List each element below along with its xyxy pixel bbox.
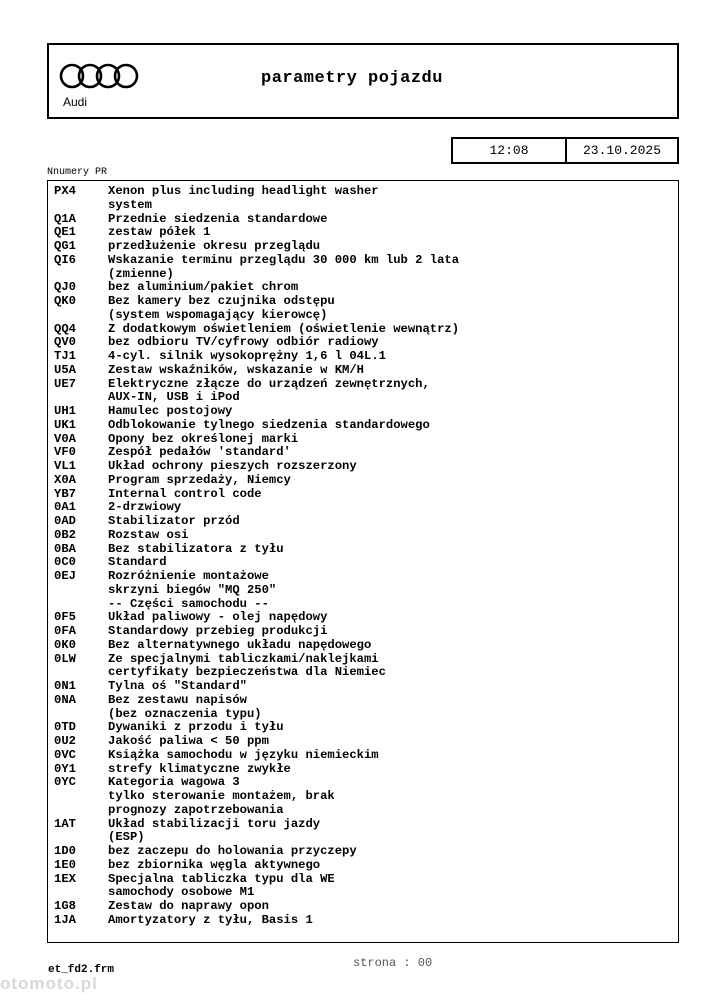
list-item bbox=[54, 185, 672, 213]
pr-description bbox=[108, 488, 262, 502]
list-item bbox=[54, 653, 672, 681]
description-line: Elektryczne złącze do urządzeń zewnętrznych, bbox=[108, 376, 430, 391]
pr-code: UE7 bbox=[54, 376, 76, 391]
pr-description bbox=[108, 419, 430, 433]
list-item bbox=[54, 350, 672, 364]
description-line: Program sprzedaży, Niemcy bbox=[108, 472, 291, 487]
list-item bbox=[54, 680, 672, 694]
description-line: Jakość paliwa < 50 ppm bbox=[108, 734, 269, 748]
list-item bbox=[54, 818, 672, 846]
description-line: Układ paliwowy - olej napędowy bbox=[108, 610, 328, 625]
description-line: bez zbiornika węgla aktywnego bbox=[108, 857, 321, 872]
brand-name: Audi bbox=[63, 95, 88, 109]
list-item bbox=[54, 460, 672, 474]
list-item bbox=[54, 240, 672, 254]
pr-code: 0Y1 bbox=[54, 761, 76, 776]
list-item bbox=[54, 625, 672, 639]
pr-description bbox=[108, 818, 320, 846]
list-item bbox=[54, 419, 672, 433]
pr-description bbox=[108, 226, 210, 240]
pr-code: U5A bbox=[54, 362, 76, 377]
list-item bbox=[54, 295, 672, 323]
pr-code: 0F5 bbox=[54, 610, 76, 625]
print-time: 12:08 bbox=[453, 139, 567, 162]
description-line: Przednie siedzenia standardowe bbox=[108, 211, 328, 226]
description-line: Zespół pedałów 'standard' bbox=[108, 445, 291, 460]
description-line: skrzyni biegów "MQ 250" bbox=[108, 582, 277, 597]
pr-description bbox=[108, 694, 262, 722]
description-line: Odblokowanie tylnego siedzenia standardowego bbox=[108, 417, 430, 432]
pr-description bbox=[108, 639, 371, 653]
description-line: system bbox=[108, 197, 152, 212]
pr-description bbox=[108, 845, 357, 859]
description-line: Rozróżnienie montażowe bbox=[108, 569, 269, 583]
pr-description bbox=[108, 501, 181, 515]
description-line: certyfikaty bezpieczeństwa dla Niemiec bbox=[108, 665, 386, 680]
pr-code: 0VC bbox=[54, 747, 76, 762]
pr-description bbox=[108, 240, 320, 254]
pr-code: 1E0 bbox=[54, 857, 76, 872]
list-item bbox=[54, 364, 672, 378]
pr-code: YB7 bbox=[54, 486, 76, 501]
description-line: Wskazanie terminu przeglądu 30 000 km lub 2 lata bbox=[108, 252, 460, 267]
description-line: Zestaw wskaźników, wskazanie w KM/H bbox=[108, 362, 364, 377]
list-item bbox=[54, 336, 672, 350]
description-line: Standardowy przebieg produkcji bbox=[108, 624, 328, 638]
list-item bbox=[54, 763, 672, 777]
pr-code: 1D0 bbox=[54, 844, 76, 858]
pr-code: PX4 bbox=[54, 184, 76, 198]
description-line: Dywaniki z przodu i tyłu bbox=[108, 720, 284, 735]
pr-code: QV0 bbox=[54, 335, 76, 350]
pr-description bbox=[108, 295, 335, 323]
list-item bbox=[54, 873, 672, 901]
pr-code: VF0 bbox=[54, 445, 76, 460]
pr-code: Q1A bbox=[54, 211, 76, 226]
pr-description bbox=[108, 529, 188, 543]
pr-description bbox=[108, 254, 459, 282]
pr-numbers-list bbox=[47, 180, 679, 943]
pr-description bbox=[108, 611, 327, 625]
pr-code: 1AT bbox=[54, 816, 76, 831]
list-item bbox=[54, 735, 672, 749]
pr-code: QK0 bbox=[54, 294, 76, 308]
description-line: samochody osobowe M1 bbox=[108, 885, 255, 900]
list-item bbox=[54, 694, 672, 722]
list-item bbox=[54, 405, 672, 419]
watermark: otomoto.pl bbox=[0, 974, 98, 993]
list-item bbox=[54, 556, 672, 570]
list-item bbox=[54, 488, 672, 502]
pr-code: 0C0 bbox=[54, 555, 76, 570]
list-item bbox=[54, 859, 672, 873]
list-item bbox=[54, 515, 672, 529]
description-line: Układ stabilizacji toru jazdy bbox=[108, 816, 321, 831]
description-line: przedłużenie okresu przeglądu bbox=[108, 239, 321, 253]
pr-description bbox=[108, 914, 313, 928]
description-line: bez aluminium/pakiet chrom bbox=[108, 280, 299, 295]
pr-description bbox=[108, 185, 379, 213]
pr-code: TJ1 bbox=[54, 349, 76, 363]
description-line: (system wspomagający kierowcę) bbox=[108, 307, 328, 322]
list-item bbox=[54, 639, 672, 653]
list-item bbox=[54, 281, 672, 295]
description-line: Amortyzatory z tyłu, Basis 1 bbox=[108, 912, 313, 927]
pr-description bbox=[108, 350, 386, 364]
pr-description bbox=[108, 323, 459, 337]
pr-description bbox=[108, 378, 430, 406]
list-item bbox=[54, 570, 672, 611]
pr-code: UK1 bbox=[54, 417, 76, 432]
pr-code: X0A bbox=[54, 472, 76, 487]
description-line: (ESP) bbox=[108, 830, 145, 845]
pr-code: QJ0 bbox=[54, 280, 76, 295]
description-line: (zmienne) bbox=[108, 266, 174, 281]
description-line: Bez alternatywnego układu napędowego bbox=[108, 637, 372, 652]
pr-code: 0N1 bbox=[54, 679, 76, 693]
list-item bbox=[54, 749, 672, 763]
pr-code: QI6 bbox=[54, 252, 76, 267]
pr-code: 0YC bbox=[54, 775, 76, 790]
description-line: Zestaw do naprawy opon bbox=[108, 899, 269, 913]
pr-code: 0U2 bbox=[54, 734, 76, 748]
list-item bbox=[54, 611, 672, 625]
pr-description bbox=[108, 776, 335, 817]
pr-description bbox=[108, 446, 291, 460]
pr-description bbox=[108, 364, 364, 378]
list-item bbox=[54, 446, 672, 460]
pr-rows bbox=[54, 185, 672, 928]
description-line: (bez oznaczenia typu) bbox=[108, 706, 262, 721]
list-item bbox=[54, 254, 672, 282]
pr-description bbox=[108, 543, 284, 557]
pr-code: QE1 bbox=[54, 225, 76, 240]
pr-description bbox=[108, 281, 298, 295]
pr-description bbox=[108, 213, 327, 227]
pr-description bbox=[108, 556, 167, 570]
pr-description bbox=[108, 405, 232, 419]
section-label: Nnumery PR bbox=[47, 167, 108, 178]
pr-description bbox=[108, 653, 386, 681]
description-line: Opony bez określonej marki bbox=[108, 431, 299, 446]
pr-description bbox=[108, 460, 357, 474]
pr-code: UH1 bbox=[54, 404, 76, 418]
list-item bbox=[54, 213, 672, 227]
description-line: Xenon plus including headlight washer bbox=[108, 184, 379, 198]
pr-description bbox=[108, 515, 240, 529]
description-line: Bez stabilizatora z tyłu bbox=[108, 541, 284, 556]
description-line: Standard bbox=[108, 555, 167, 570]
pr-description bbox=[108, 873, 335, 901]
description-line: prognozy zapotrzebowania bbox=[108, 802, 284, 817]
pr-description bbox=[108, 749, 379, 763]
pr-description bbox=[108, 721, 284, 735]
pr-description bbox=[108, 735, 269, 749]
description-line: 4-cyl. silnik wysokoprężny 1,6 l 04L.1 bbox=[108, 349, 386, 363]
description-line: bez odbioru TV/cyfrowy odbiór radiowy bbox=[108, 335, 379, 350]
list-item bbox=[54, 543, 672, 557]
list-item bbox=[54, 378, 672, 406]
pr-description bbox=[108, 474, 291, 488]
pr-code: QG1 bbox=[54, 239, 76, 253]
pr-code: 0BA bbox=[54, 541, 76, 556]
form-name: et_fd2.frm bbox=[48, 964, 115, 976]
pr-code: 1G8 bbox=[54, 899, 76, 913]
pr-code: 0TD bbox=[54, 720, 76, 735]
page-number: strona : 00 bbox=[353, 956, 433, 970]
description-line: tylko sterowanie montażem, brak bbox=[108, 789, 335, 803]
pr-code: 0A1 bbox=[54, 500, 76, 515]
pr-code: 0K0 bbox=[54, 637, 76, 652]
pr-code: 0B2 bbox=[54, 527, 76, 542]
description-line: Układ ochrony pieszych rozszerzony bbox=[108, 459, 357, 473]
pr-code: 0EJ bbox=[54, 569, 76, 583]
pr-description bbox=[108, 336, 379, 350]
pr-description bbox=[108, 680, 247, 694]
pr-description bbox=[108, 433, 298, 447]
pr-code: 1JA bbox=[54, 912, 76, 927]
list-item bbox=[54, 323, 672, 337]
page-title: parametry pojazdu bbox=[261, 69, 443, 88]
description-line: bez zaczepu do holowania przyczepy bbox=[108, 844, 357, 858]
pr-code: V0A bbox=[54, 431, 76, 446]
pr-description bbox=[108, 859, 320, 873]
description-line: Tylna oś "Standard" bbox=[108, 679, 247, 693]
description-line: Stabilizator przód bbox=[108, 514, 240, 528]
rings-icon bbox=[59, 61, 141, 91]
pr-code: 0LW bbox=[54, 651, 76, 666]
description-line: zestaw półek 1 bbox=[108, 225, 211, 240]
description-line: Internal control code bbox=[108, 486, 262, 501]
pr-description bbox=[108, 570, 276, 611]
description-line: Bez zestawu napisów bbox=[108, 692, 247, 707]
pr-code: 1EX bbox=[54, 871, 76, 886]
list-item bbox=[54, 914, 672, 928]
description-line: Ze specjalnymi tabliczkami/naklejkami bbox=[108, 651, 379, 666]
description-line: Bez kamery bez czujnika odstępu bbox=[108, 294, 335, 308]
pr-code: 0AD bbox=[54, 514, 76, 528]
pr-description bbox=[108, 900, 269, 914]
description-line: -- Części samochodu -- bbox=[108, 596, 269, 611]
list-item bbox=[54, 529, 672, 543]
description-line: Kategoria wagowa 3 bbox=[108, 775, 240, 790]
list-item bbox=[54, 501, 672, 515]
pr-code: QQ4 bbox=[54, 321, 76, 336]
pr-description bbox=[108, 763, 291, 777]
pr-description bbox=[108, 625, 327, 639]
list-item bbox=[54, 845, 672, 859]
list-item bbox=[54, 776, 672, 817]
description-line: 2-drzwiowy bbox=[108, 500, 182, 515]
list-item bbox=[54, 433, 672, 447]
list-item bbox=[54, 721, 672, 735]
list-item bbox=[54, 900, 672, 914]
description-line: Z dodatkowym oświetleniem (oświetlenie wewnątrz) bbox=[108, 321, 460, 336]
pr-code: 0FA bbox=[54, 624, 76, 638]
list-item bbox=[54, 226, 672, 240]
description-line: Książka samochodu w języku niemieckim bbox=[108, 747, 379, 762]
meta-box bbox=[451, 137, 679, 164]
list-item bbox=[54, 474, 672, 488]
description-line: Hamulec postojowy bbox=[108, 404, 233, 418]
description-line: Specjalna tabliczka typu dla WE bbox=[108, 871, 335, 886]
description-line: AUX-IN, USB i iPod bbox=[108, 390, 240, 405]
description-line: strefy klimatyczne zwykłe bbox=[108, 761, 291, 776]
pr-code: 0NA bbox=[54, 692, 76, 707]
header-box bbox=[47, 43, 679, 119]
pr-code: VL1 bbox=[54, 459, 76, 473]
print-date: 23.10.2025 bbox=[582, 143, 661, 158]
description-line: Rozstaw osi bbox=[108, 527, 189, 542]
